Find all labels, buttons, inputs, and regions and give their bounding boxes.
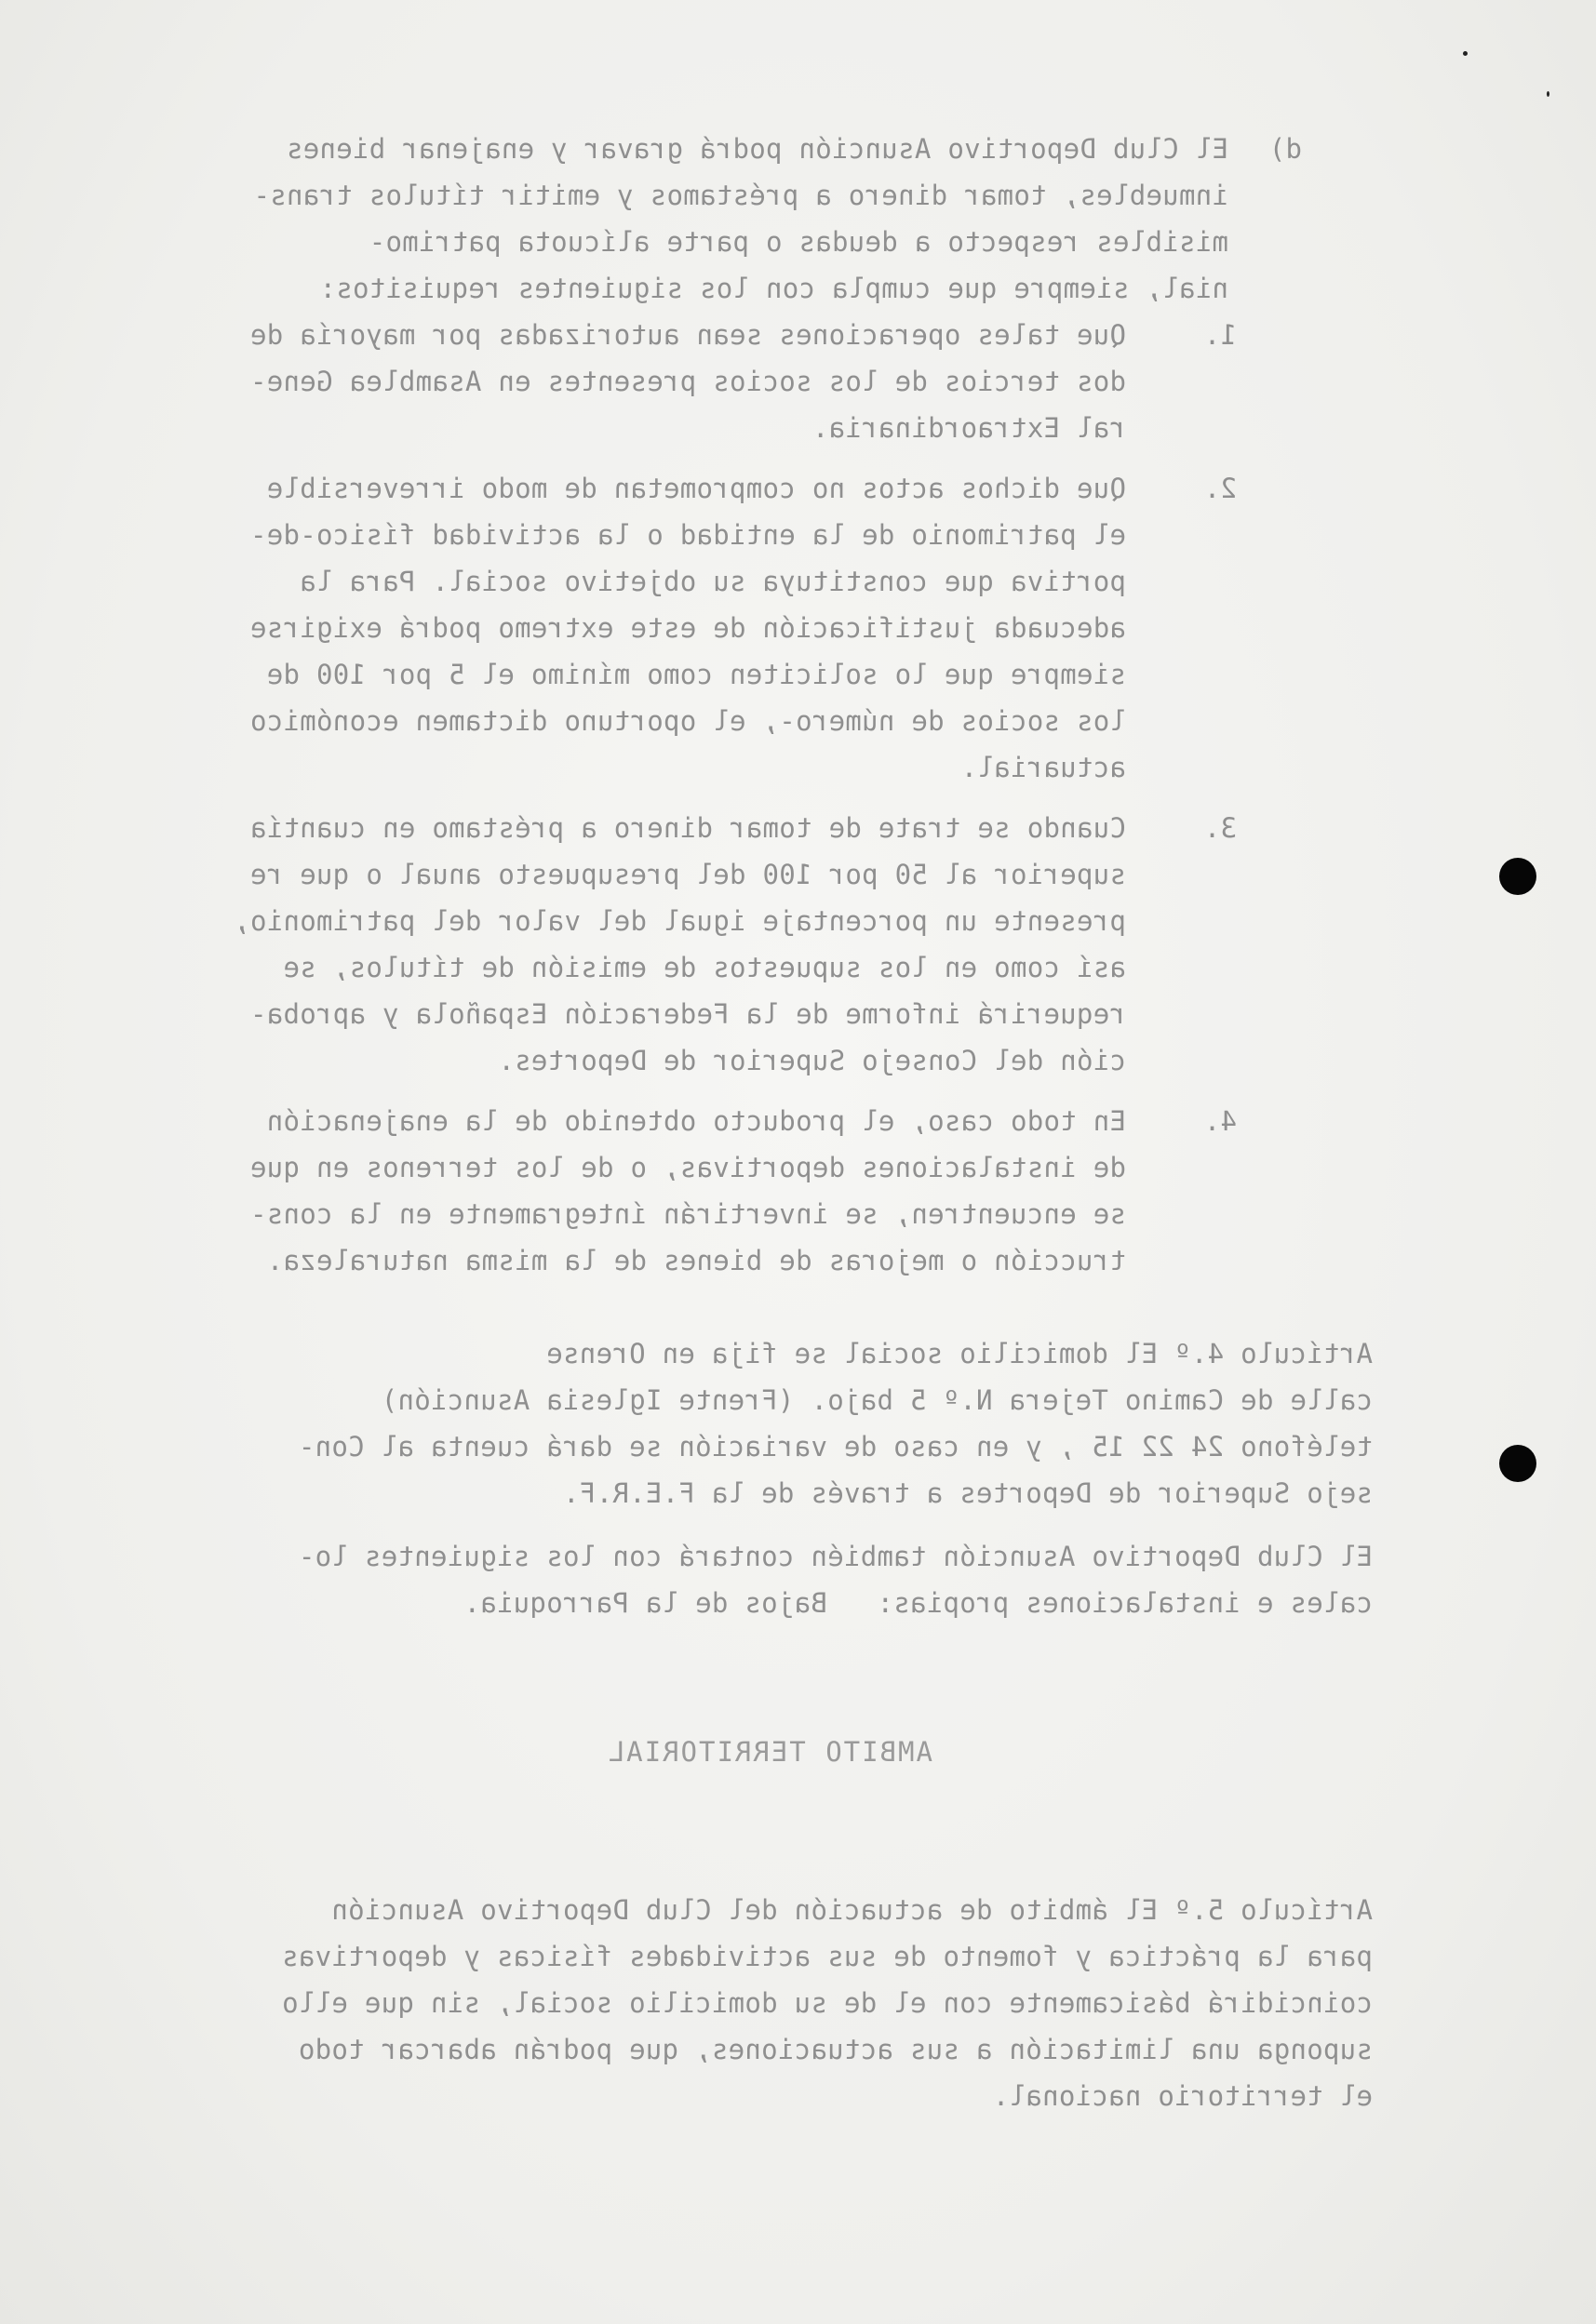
article-4-line: El Club Deportivo Asunción también contará con los siguientes lo- — [298, 1541, 1373, 1572]
article-5-line: coincidirá básicamente con el de su domicilio social, sin que ello — [281, 1987, 1373, 2019]
item-line: Cuando se trate de tomar dinero a préstamo en cuantía — [249, 812, 1126, 844]
item-number: 4. — [1203, 1105, 1237, 1137]
item-line: siempre que lo soliciten como mínimo el 5 por 100 de — [266, 659, 1126, 690]
item-line: dos tercios de los socios presentes en Asamblea Gene- — [249, 366, 1126, 397]
item-line: En todo caso, el producto obtenido de la enajenación — [266, 1105, 1126, 1137]
item-line: los socios de número-, el oportuno dictamen económico — [249, 705, 1126, 737]
article-5-line: suponga una limitación a sus actuaciones, que podrán abarcar todo — [298, 2034, 1373, 2065]
item-line: superior al 50 por 100 del presupuesto anual o que re — [249, 859, 1126, 890]
item-line: requerirá informe de la Federación Española y aproba- — [249, 998, 1126, 1030]
section-d-line: misibles respecto a deudas o parte alícuota patrimo- — [369, 226, 1228, 258]
article-4-line: sejo Superior de Deportes a través de la F.E.R.F. — [562, 1477, 1373, 1509]
item-line: presente un porcentaje igual del valor del patrimonio, — [233, 905, 1126, 937]
section-d-line: inmuebles, tomar dinero a préstamos y emitir títulos trans- — [253, 180, 1228, 211]
item-line: de instalaciones deportivas, o de los terrenos en que — [249, 1152, 1126, 1183]
section-d-line: El Club Deportivo Asunción podrá gravar y enajenar bienes — [286, 133, 1228, 165]
section-d-line: nial, siempre que cumpla con los siguientes requisitos: — [319, 273, 1228, 304]
article-4-line: cales e instalaciones propias: Bajos de la Parroquia. — [463, 1587, 1373, 1619]
item-line: adecuada justificación de este extremo podrá exigirse — [249, 612, 1126, 644]
item-line: portiva que constituya su objetivo social. Para la — [300, 566, 1126, 597]
item-line: el patrimonio de la entidad o la actividad físico-de- — [249, 519, 1126, 551]
item-line: ral Extraordinaria. — [811, 412, 1126, 444]
item-line: así como en los supuestos de emisión de títulos, se — [283, 952, 1126, 983]
item-line: trucción o mejoras de bienes de la misma naturaleza. — [266, 1245, 1126, 1276]
item-line: actuarial. — [960, 752, 1126, 783]
article-5-line: Artículo 5.º El ámbito de actuación del Club Deportivo Asunción — [331, 1894, 1373, 1926]
item-number: 3. — [1203, 812, 1237, 844]
section-d-marker: d) — [1268, 133, 1302, 165]
article-4-line: teléfono 24 22 15 , y en caso de variación se dará cuenta al Con- — [298, 1431, 1373, 1463]
section-heading: AMBITO TERRITORIAL — [606, 1736, 932, 1768]
article-5-line: el territorio nacional. — [992, 2080, 1373, 2112]
item-number: 1. — [1203, 319, 1237, 351]
article-4-line: calle de Camino Tejera N.º 5 bajo. (Frente Iglesia Asunción) — [381, 1384, 1373, 1416]
item-number: 2. — [1203, 473, 1237, 504]
item-line: Que dichos actos no comprometan de modo irreversible — [266, 473, 1126, 504]
article-4-line: Artículo 4.º El domicilio social se fija en Orense — [546, 1338, 1373, 1369]
article-5-line: para la práctica y fomento de sus actividades físicas y deportivas — [281, 1941, 1373, 1972]
item-line: se encuentren, se invertirán íntegramente en la cons- — [249, 1198, 1126, 1230]
item-line: ción del Consejo Superior de Deportes. — [498, 1045, 1126, 1076]
item-line: Que tales operaciones sean autorizadas por mayoría de — [249, 319, 1126, 351]
